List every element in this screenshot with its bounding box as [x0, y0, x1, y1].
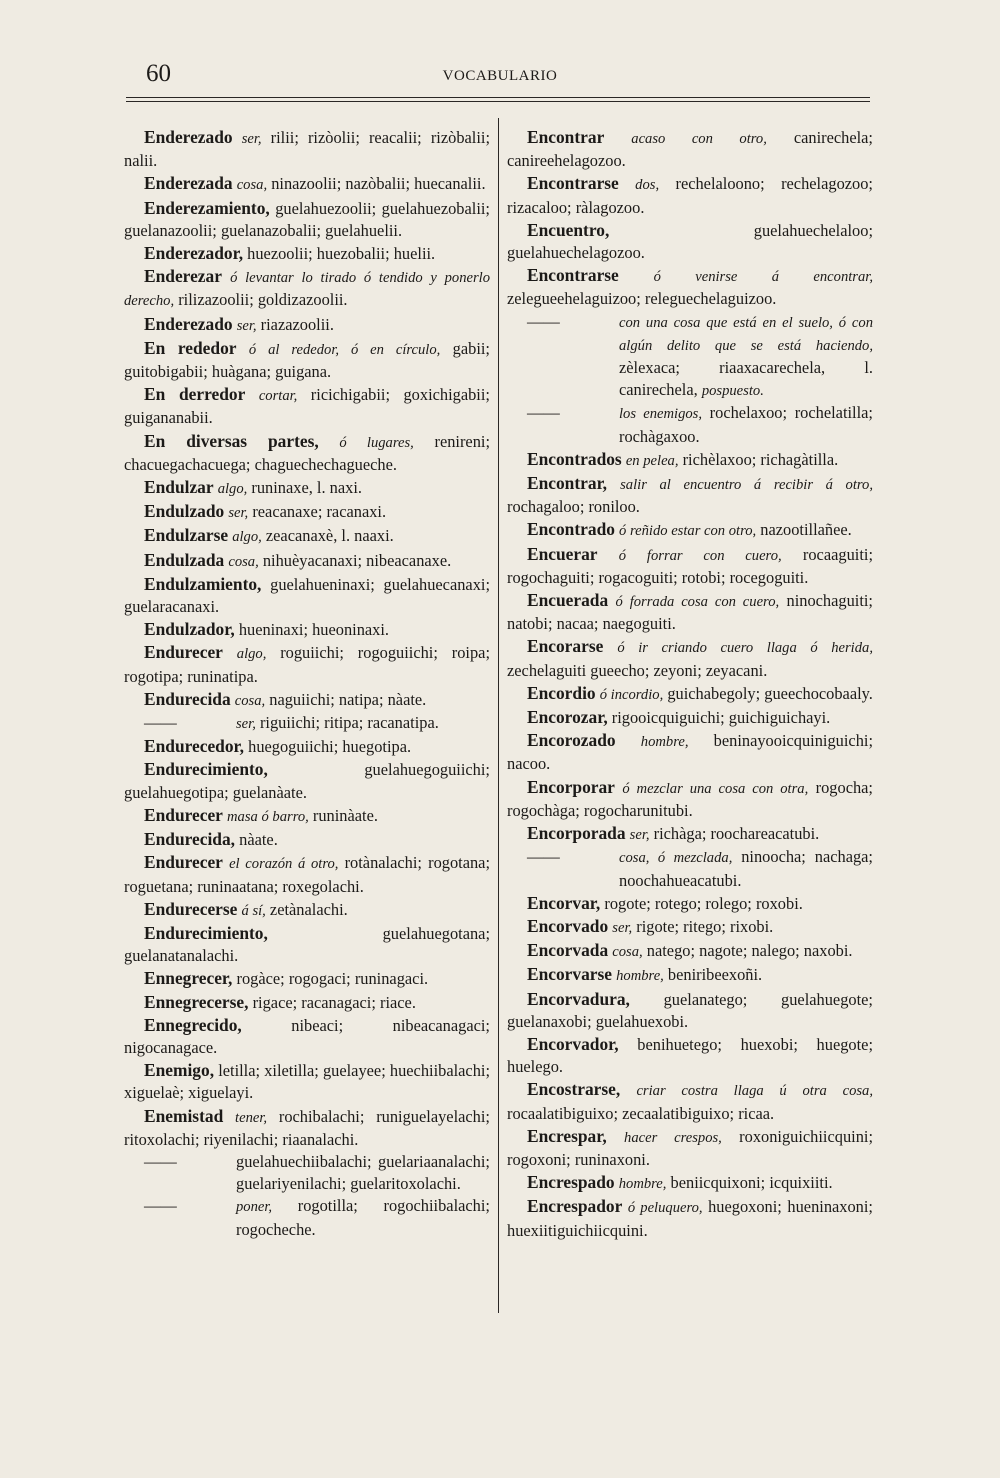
headword: Encorarse [527, 636, 604, 657]
usage-qualifier: criar costra llaga ú otra cosa, [636, 1083, 874, 1100]
headword: Encorvada [527, 940, 609, 961]
dictionary-entry [507, 1171, 873, 1195]
usage-qualifier: cosa, [234, 692, 266, 709]
dictionary-entry [124, 712, 490, 735]
headword: Encontrarse [527, 173, 619, 194]
translation: ricichigabii; goxichigabii; guigananabii. [124, 385, 490, 428]
headword: Encorvarse [527, 964, 613, 985]
header-rule-thin [126, 101, 870, 102]
running-head: VOCABULARIO [442, 68, 558, 84]
headword: Enemigo, [144, 1060, 215, 1081]
dictionary-entry [124, 172, 490, 196]
dictionary-entry [124, 430, 490, 476]
translation: guelahuezoolii; guelahuezobalii; guelanazoolii; guelanazobalii; guelahuelii. [124, 198, 490, 240]
dictionary-entry [507, 706, 873, 729]
usage-qualifier: cosa, [228, 553, 259, 570]
dictionary-entry [507, 172, 873, 218]
translation: rigote; ritego; rixobi. [632, 916, 774, 936]
translation: nihuèyacanaxi; nibeacanaxe. [258, 550, 452, 570]
page-number: 60 [146, 60, 171, 87]
dictionary-entry [124, 242, 490, 265]
dictionary-entry [507, 402, 873, 447]
translation: natego; nagote; nalego; naxobi. [642, 941, 853, 961]
left-column [124, 126, 490, 1241]
usage-qualifier: ó venirse á encontrar, [653, 269, 873, 286]
dictionary-entry [124, 991, 490, 1014]
usage-qualifier: tener, [235, 1109, 268, 1126]
translation: rocaalatibiguixo; zecaalatibiguixo; ricaa. [507, 1103, 775, 1123]
usage-qualifier: ser, [612, 919, 633, 936]
headword: Endulzarse [144, 525, 229, 546]
translation: beninayooicquiniguichi; nacoo. [507, 731, 873, 774]
dictionary-entry [124, 758, 490, 803]
dictionary-entry [507, 939, 873, 963]
translation: rogote; rotego; rolego; roxobi. [604, 893, 803, 913]
dictionary-entry [507, 846, 873, 891]
usage-qualifier: con una cosa que está en el suelo, ó con algún delito que se está haciendo, [619, 314, 873, 354]
headword: Encorozar, [527, 707, 608, 728]
dictionary-entry [507, 915, 873, 939]
translation: rilii; rizòolii; reacalii; rizòbalii; nalii. [124, 128, 491, 171]
continuation-dash: —— [527, 311, 560, 331]
translation: canirechela; canireehelagozoo. [507, 128, 873, 171]
translation: hueninaxi; hueoninaxi. [238, 620, 390, 640]
usage-qualifier: poner, [236, 1199, 273, 1216]
usage-qualifier: ser, [236, 716, 256, 733]
headword: Enderezado [144, 313, 233, 334]
dictionary-entry [507, 518, 873, 542]
usage-qualifier: dos, [635, 177, 660, 194]
translation: huezoolii; huezobalii; huelii. [247, 244, 436, 264]
dictionary-entry [124, 922, 490, 967]
dictionary-entry [507, 126, 873, 172]
translation: rigace; racanagaci; riace. [252, 992, 416, 1012]
column-divider [498, 118, 499, 1313]
continuation-dash: —— [144, 713, 177, 733]
headword: Encontrado [527, 519, 615, 540]
headword: Enemistad [144, 1105, 224, 1126]
dictionary-entry [507, 892, 873, 915]
dictionary-entry [124, 898, 490, 922]
translation: benihuetego; huexobi; huegote; huelego. [507, 1034, 873, 1077]
translation: beniribeexoñi. [663, 965, 763, 985]
headword: Enderezamiento, [144, 197, 270, 218]
usage-qualifier: ó lugares, [339, 434, 414, 451]
dictionary-entry [124, 967, 490, 990]
dictionary-entry [124, 688, 490, 712]
headword: Enderezada [144, 173, 233, 194]
translation: ninochaguiti; natobi; nacaa; naegoguiti. [507, 591, 873, 634]
dictionary-entry [507, 729, 873, 775]
headword: Encorporada [527, 823, 626, 844]
headword: Encontrarse [527, 265, 619, 286]
translation: huegoxoni; hueninaxoni; huexiitiguichiicquini. [507, 1197, 873, 1240]
dictionary-entry [124, 524, 490, 548]
dictionary-entry [507, 472, 873, 518]
usage-qualifier: masa ó barro, [227, 808, 309, 825]
headword: Endulzado [144, 501, 225, 522]
usage-qualifier: ó peluquero, [627, 1200, 703, 1217]
dictionary-entry [124, 197, 490, 242]
headword: Encrespado [527, 1172, 615, 1193]
headword: Ennegrecer, [144, 968, 233, 989]
usage-qualifier: hombre, [618, 1176, 667, 1193]
dictionary-entry [507, 822, 873, 846]
translation: gabii; guitobigabii; huàgana; guigana. [124, 338, 490, 382]
translation: runinaxe, l. naxi. [247, 478, 362, 498]
headword: Encordio [527, 682, 596, 703]
usage-qualifier: ó forrada cosa con cuero, [615, 594, 780, 611]
headword: Endurecer [144, 804, 223, 825]
headword: Endurecer [144, 852, 223, 873]
headword: Encorvador, [527, 1033, 619, 1054]
usage-qualifier: cosa, [612, 944, 643, 961]
translation: ninazoolii; nazòbalii; huecanalii. [267, 174, 486, 194]
translation: renireni; chacuegachacuega; chaguechechagueche. [124, 431, 491, 474]
dictionary-entry [507, 1078, 873, 1124]
usage-qualifier: el corazón á otro, [229, 856, 339, 873]
headword: Endurecimiento, [144, 759, 268, 780]
headword: Endurecimiento, [144, 922, 268, 943]
translation: rogàce; rogogaci; runinagaci. [236, 969, 429, 989]
continuation-dash: —— [527, 847, 560, 867]
dictionary-entry [124, 549, 490, 573]
usage-qualifier: acaso con otro, [631, 131, 767, 147]
usage-qualifier: ó levantar lo tirado ó tendido y ponerlo derecho, [124, 270, 490, 310]
translation: rochelaxoo; rochelatilla; rochàgaxoo. [619, 403, 873, 446]
headword: Encorvadura, [527, 988, 630, 1009]
headword: Endurecer [144, 642, 223, 663]
dictionary-entry [507, 1125, 873, 1171]
dictionary-entry [507, 311, 873, 403]
dictionary-entry [124, 1151, 490, 1195]
headword: Endurecida [144, 688, 231, 709]
translation: guelahuegoguiichi; guelahuegotipa; guelanàate. [124, 760, 490, 802]
translation: rochagaloo; roniloo. [507, 497, 640, 517]
dictionary-entry [124, 1014, 490, 1059]
usage-qualifier: algo, [232, 529, 262, 546]
headword: Encontrados [527, 448, 622, 469]
usage-qualifier: ser, [236, 317, 257, 334]
continuation-dash: —— [144, 1196, 177, 1216]
usage-qualifier: ó forrar con cuero, [618, 547, 782, 564]
dictionary-entry [124, 573, 490, 618]
headword: Encorvado [527, 915, 609, 936]
dictionary-entry [507, 219, 873, 264]
usage-qualifier: ser, [241, 131, 262, 147]
dictionary-entry [507, 264, 873, 310]
translation: guelahuechelaloo; guelahuechelagozoo. [507, 220, 873, 263]
headword: En derredor [144, 384, 246, 405]
continuation-dash: —— [144, 1151, 177, 1171]
dictionary-entry [507, 1195, 873, 1241]
headword: Encorvar, [527, 892, 601, 913]
translation: richèlaxoo; richagàtilla. [678, 449, 839, 469]
usage-qualifier: algo, [217, 481, 248, 498]
dictionary-entry [124, 265, 490, 312]
headword: En diversas partes, [144, 430, 319, 451]
usage-qualifier: ó reñido estar con otro, [619, 523, 757, 540]
headword: Encorporar [527, 776, 615, 797]
dictionary-entry [124, 476, 490, 500]
translation: zechelaguiti gueecho; zeyoni; zeyacani. [507, 660, 768, 680]
dictionary-entry [507, 543, 873, 589]
usage-qualifier: ó al rededor, ó en círculo, [248, 341, 441, 358]
usage-qualifier: hombre, [616, 968, 664, 985]
usage-qualifier: ser, [629, 827, 650, 844]
usage-qualifier: ó ir criando cuero llaga ó herida, [617, 640, 873, 657]
header-rule [126, 97, 870, 98]
dictionary-entry [124, 828, 490, 851]
dictionary-entry [124, 1195, 490, 1240]
headword: Enderezado [144, 127, 233, 147]
headword: Encorozado [527, 730, 616, 751]
headword: Encuerar [527, 543, 598, 564]
dictionary-entry [507, 589, 873, 635]
dictionary-entry [124, 500, 490, 524]
headword: Ennegrecerse, [144, 991, 249, 1012]
usage-qualifier: algo, [236, 646, 267, 663]
dictionary-entry [124, 804, 490, 828]
translation: ninoocha; nachaga; noochahueacatubi. [619, 847, 873, 890]
headword: Encuerada [527, 590, 609, 611]
headword: Encrespar, [527, 1125, 607, 1146]
dictionary-entry [124, 735, 490, 758]
dictionary-entry [507, 635, 873, 681]
continuation-dash: —— [527, 403, 560, 423]
translation: guelanatego; guelahuegote; guelanaxobi; guelahuexobi. [507, 989, 873, 1031]
headword: Encostrarse, [527, 1079, 621, 1100]
translation: roxoniguichiicquini; rogoxoni; runinaxoni. [507, 1126, 873, 1169]
translation: guelahuechiibalachi; guelariaanalachi; guelariyenilachi; guelaritoxolachi. [236, 1151, 490, 1194]
usage-qualifier: cosa, [236, 177, 268, 194]
translation: zèlexaca; riaaxacarechela, l. canirechela, [619, 358, 873, 400]
usage-qualifier: ser, [228, 505, 249, 522]
translation: rigooicquiguichi; guichiguichayi. [611, 708, 831, 728]
translation: guelahuegotana; guelanatanalachi. [124, 923, 490, 966]
dictionary-entry [124, 1059, 490, 1104]
usage-qualifier: en pelea, [625, 452, 679, 469]
usage-qualifier: hombre, [640, 734, 689, 751]
translation: rechelaloono; rechelagozoo; rizacaloo; ràlagozoo. [507, 174, 873, 217]
headword: Enderezador, [144, 243, 244, 264]
usage-qualifier: los enemigos, [619, 406, 703, 423]
dictionary-entry [124, 641, 490, 687]
translation: huegoguiichi; huegotipa. [248, 737, 412, 757]
headword: Encrespador [527, 1196, 623, 1217]
translation: zelegueehelaguizoo; releguechelaguizoo. [507, 289, 777, 309]
translation: nibeaci; nibeacanagaci; nigocanagace. [124, 1015, 490, 1057]
usage-qualifier: ó mezclar una cosa con otra, [622, 780, 809, 797]
headword: Endulzador, [144, 619, 235, 640]
translation: guichabegoly; gueechocobaaly. [663, 683, 873, 703]
headword: Ennegrecido, [144, 1014, 242, 1035]
headword: Endulzar [144, 477, 214, 498]
translation: riazazoolii. [256, 314, 334, 334]
headword: Encontrar, [527, 473, 608, 494]
usage-qualifier: cortar, [258, 388, 298, 405]
dictionary-entry [507, 963, 873, 987]
headword: Endurecida, [144, 829, 236, 850]
translation: rilizazoolii; goldizazoolii. [174, 290, 348, 310]
dictionary-entry [124, 383, 490, 429]
usage-qualifier: ó incordio, [599, 686, 664, 703]
translation: nàate. [239, 830, 278, 850]
translation: richàga; roochareacatubi. [649, 824, 820, 844]
translation: beniicquixoni; icquixiiti. [666, 1173, 833, 1193]
translation: reacanaxe; racanaxi. [248, 502, 387, 522]
translation: rogotilla; rogochiibalachi; rogocheche. [236, 1196, 490, 1239]
headword: Endulzada [144, 549, 225, 570]
translation: letilla; xiletilla; guelayee; huechiibalachi; xiguelaè; xiguelayi. [124, 1061, 490, 1103]
translation: runinàate. [308, 805, 378, 825]
translation: roguiichi; rogoguiichi; roipa; rogotipa; runinatipa. [124, 643, 490, 686]
dictionary-entry [124, 1105, 490, 1151]
translation: rotànalachi; rogotana; roguetana; runinaatana; roxegolachi. [124, 853, 491, 896]
headword: Enderezar [144, 266, 222, 287]
usage-qualifier: salir al encuentro á recibir á otro, [620, 477, 873, 494]
dictionary-entry [507, 682, 873, 706]
headword: Endurecerse [144, 898, 238, 919]
headword: Endulzamiento, [144, 573, 262, 594]
translation: rochibalachi; runiguelayelachi; ritoxolachi; riyenilachi; riaanalachi. [124, 1106, 490, 1149]
translation: rogocha; rogochàga; rogocharunitubi. [507, 777, 873, 820]
right-column [507, 126, 873, 1242]
usage-qualifier: pospuesto. [701, 383, 764, 400]
dictionary-entry [124, 851, 490, 897]
translation: zeacanaxè, l. naaxi. [261, 526, 394, 546]
dictionary-entry [507, 448, 873, 472]
translation: nazootillañee. [756, 520, 852, 540]
dictionary-entry [124, 618, 490, 641]
headword: Endurecedor, [144, 736, 245, 757]
usage-qualifier: cosa, ó mezclada, [619, 850, 733, 867]
translation: guelahueninaxi; guelahuecanaxi; guelaracanaxi. [124, 574, 490, 617]
translation: riguiichi; ritipa; racanatipa. [255, 713, 439, 733]
headword: Encontrar [527, 127, 605, 147]
dictionary-entry [507, 776, 873, 822]
translation: naguiichi; natipa; nàate. [265, 689, 427, 709]
translation: zetànalachi. [265, 899, 348, 919]
dictionary-entry [124, 126, 490, 172]
dictionary-entry [124, 337, 490, 383]
dictionary-entry [507, 1033, 873, 1078]
usage-qualifier: á sí, [241, 902, 266, 919]
dictionary-entry [507, 988, 873, 1033]
dictionary-entry [124, 313, 490, 337]
translation: rocaaguiti; rogochaguiti; rogacoguiti; rotobi; rocegoguiti. [507, 544, 873, 587]
usage-qualifier: hacer crespos, [624, 1129, 722, 1146]
headword: En rededor [144, 337, 237, 358]
headword: Encuentro, [527, 219, 610, 240]
